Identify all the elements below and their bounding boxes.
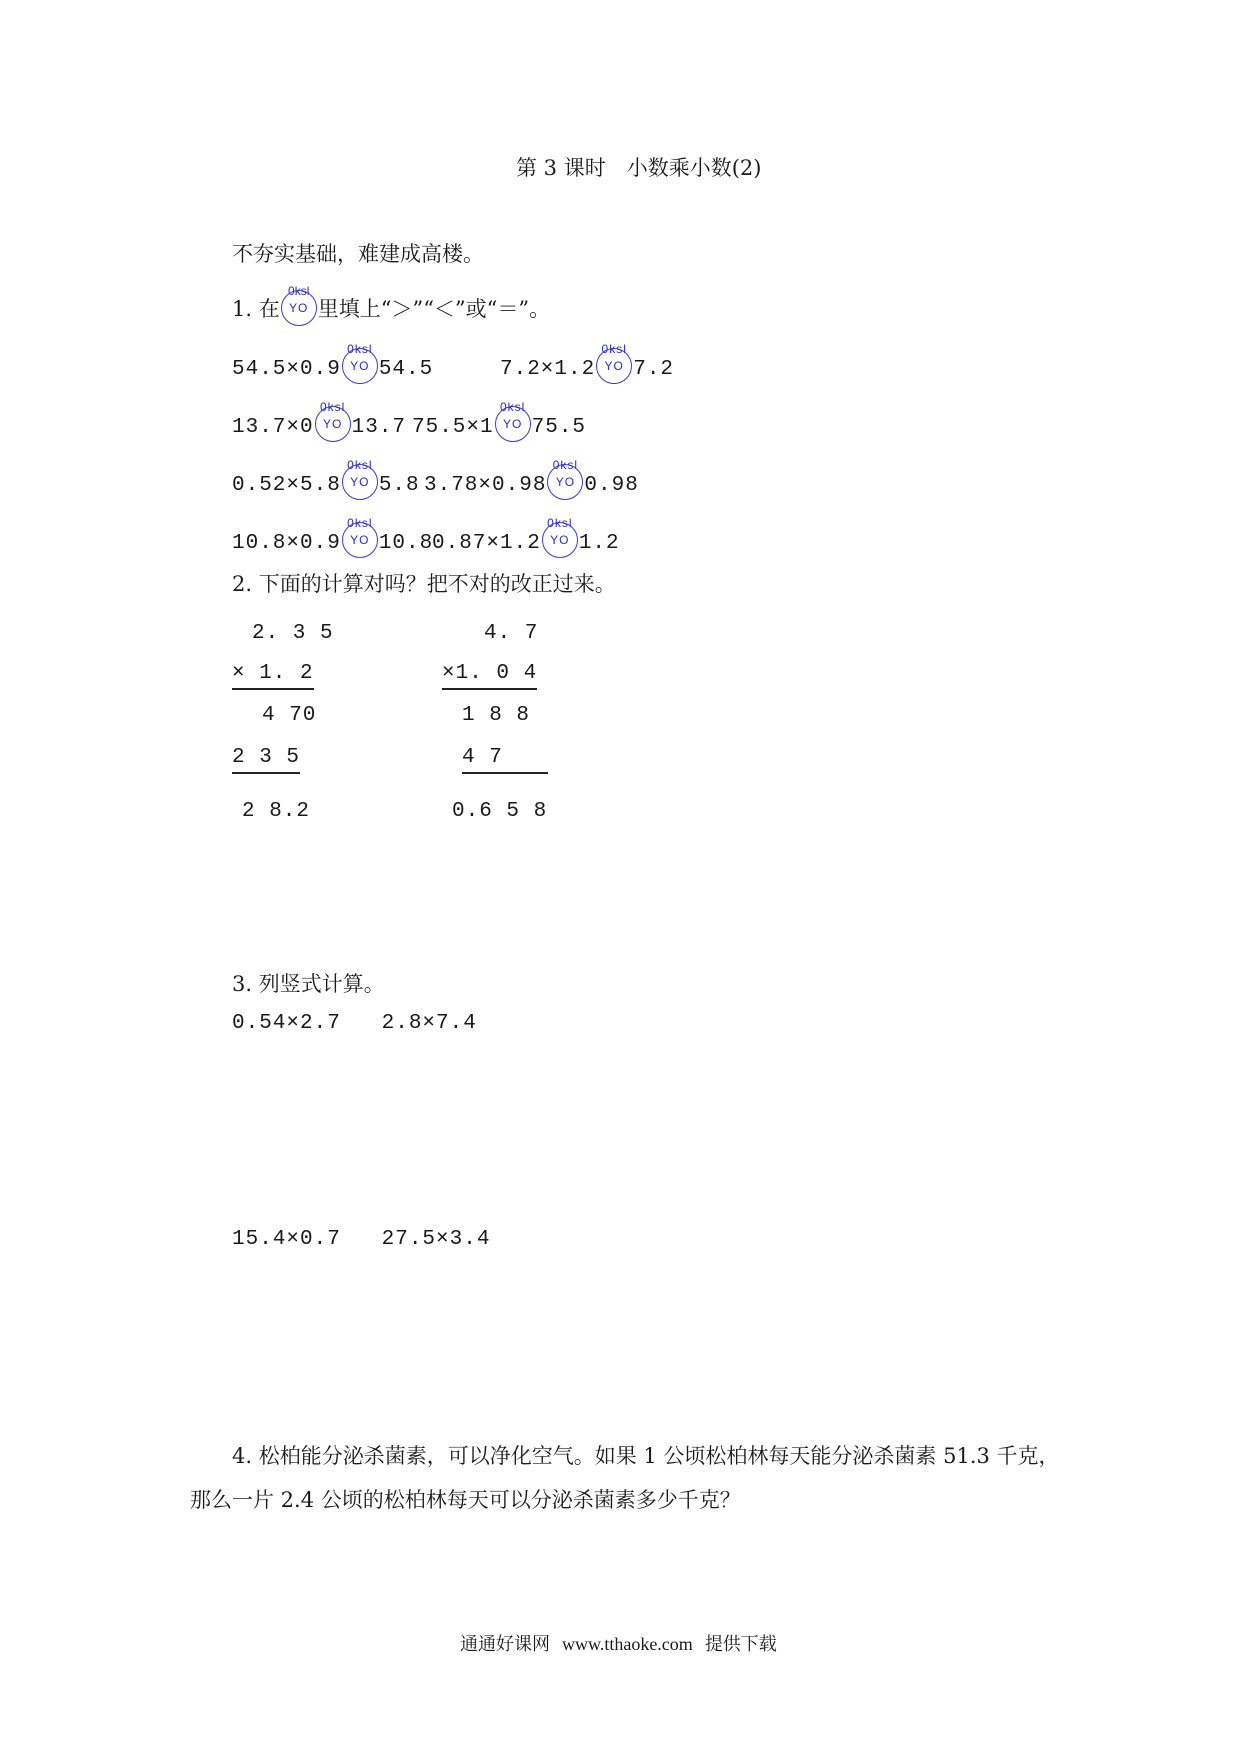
q3-instruction: 3. 列竖式计算。 (232, 972, 385, 996)
page-title: 第 3 课时 小数乘小数(2) (516, 156, 762, 180)
answer-circle-icon[interactable]: 0ksl YO (315, 406, 351, 442)
answer-circle-icon[interactable]: 0ksl YO (547, 464, 583, 500)
footer-url[interactable]: www.tthaoke.com (562, 1634, 693, 1654)
q4-text-line-1: 4. 松柏能分泌杀菌素，可以净化空气。如果 1 公顷松柏林每天能分泌杀菌素 51.3 千克， (232, 1444, 1060, 1468)
q4-text-line-2: 那么一片 2.4 公顷的松柏林每天可以分泌杀菌素多少千克？ (190, 1488, 741, 1512)
q1-row-4-right: 0.87×1.2 0ksl YO 1.2 (432, 522, 620, 558)
answer-circle-icon[interactable]: 0ksl YO (542, 522, 578, 558)
answer-circle-icon[interactable]: 0ksl YO (281, 290, 317, 326)
calc1-line-4: 2 3 5 (232, 746, 300, 774)
calc1-line-2: × 1. 2 (232, 662, 314, 690)
q1-row-1-right: 7.2×1.2 0ksl YO 7.2 (500, 348, 674, 384)
calc1-line-3: 4 70 (262, 704, 317, 727)
answer-circle-icon[interactable]: 0ksl YO (342, 348, 378, 384)
calc2-line-2: ×1. 0 4 (442, 662, 537, 690)
q1-row-4-left: 10.8×0.9 0ksl YO 10.8 (232, 522, 433, 558)
answer-circle-icon[interactable]: 0ksl YO (342, 522, 378, 558)
calc1-line-1: 2. 3 5 (252, 622, 334, 645)
calc2-result: 0.6 5 8 (452, 800, 548, 823)
q1-instruction (232, 284, 551, 326)
motto: 不夯实基础，难建成高楼。 (232, 242, 484, 266)
page-footer (460, 1630, 777, 1656)
q1-row-1-left: 54.5×0.9 0ksl YO 54.5 (232, 348, 433, 384)
q1-row-3-left: 0.52×5.8 0ksl YO 5.8 (232, 464, 420, 500)
answer-circle-icon[interactable]: 0ksl YO (342, 464, 378, 500)
footer-note: 提供下载 (704, 1634, 777, 1655)
answer-circle-icon[interactable]: 0ksl YO (596, 348, 632, 384)
q1-lead: 1. 在 (232, 297, 280, 321)
q1-tail: 里填上“＞”“＜”或“＝”。 (317, 297, 551, 321)
q2-instruction: 2. 下面的计算对吗？把不对的改正过来。 (232, 572, 616, 596)
calc2-line-3: 1 8 8 (462, 704, 531, 727)
calc2-line-4: 4 7 (462, 746, 548, 774)
q1-row-2-left: 13.7×0 0ksl YO 13.7 (232, 406, 406, 442)
q1-row-2-right: 75.5×1 0ksl YO 75.5 (412, 406, 586, 442)
q3-problems-2: 15.4×0.7 27.5×3.4 (232, 1228, 491, 1251)
q1-row-3-right: 3.78×0.98 0ksl YO 0.98 (424, 464, 639, 500)
q3-problems-1: 0.54×2.7 2.8×7.4 (232, 1012, 477, 1035)
footer-site: 通通好课网 (460, 1634, 550, 1655)
answer-circle-icon[interactable]: 0ksl YO (495, 406, 531, 442)
calc1-result: 2 8.2 (242, 800, 311, 823)
calc2-line-1: 4. 7 (484, 622, 539, 645)
